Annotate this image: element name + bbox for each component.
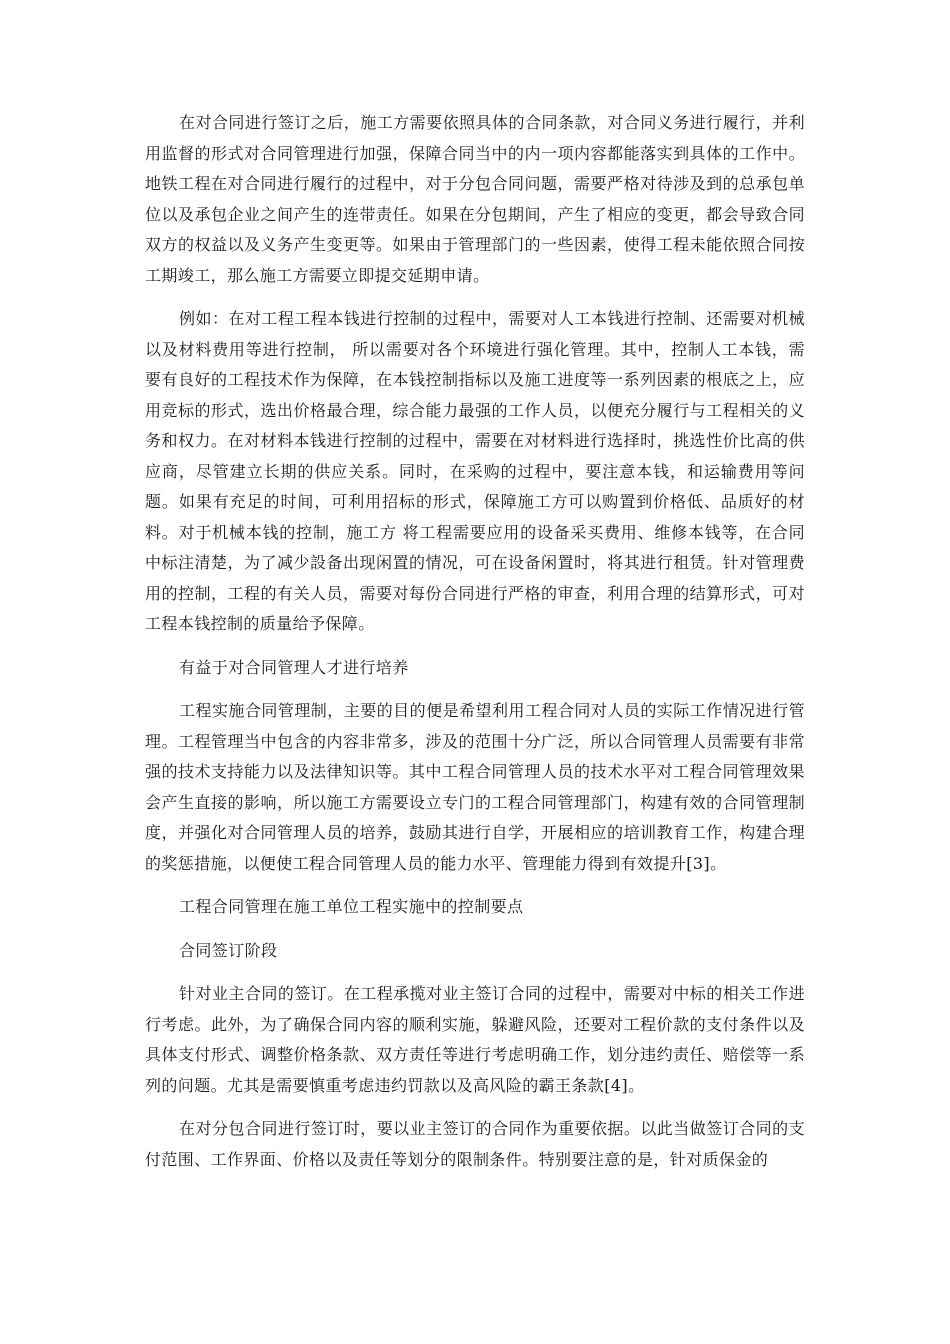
paragraph-subcontract-signing: 在对分包合同进行签订时，要以业主签订的合同作为重要依据。以此当做签订合同的支付范围、工作界面、价格以及责任等划分的限制条件。特别要注意的是，针对质保金的 (145, 1119, 805, 1169)
document-body (145, 108, 805, 1188)
paragraph-contract-performance: 在对合同进行签订之后，施工方需要依照具体的合同条款，对合同义务进行履行，并利用监督的形式对合同管理进行加强，保障合同当中的内一项内容都能落实到具体的工作中。地铁工程在对合同进行履行的过程中，对于分包合同问题，需要严格对待涉及到的总承包单位以及承包企业之间产生的连带责任。如果在分包期间，产生了相应的变更，都会导致合同双方的权益以及义务产生变更等。如果由于管理部门的一些因素，使得工程未能依照合同按工期竣工，那么施工方需要立即提交延期申请。 (145, 113, 805, 285)
paragraph-contract-management-system: 工程实施合同管理制，主要的目的便是希望利用工程合同对人员的实际工作情况进行管理。工程管理当中包含的内容非常多，涉及的范围十分广泛，所以合同管理人员需要有非常强的技术支持能力以及法律知识等。其中工程合同管理人员的技术水平对工程合同管理效果会产生直接的影响，所以施工方需要设立专门的工程合同管理部门，构建有效的合同管理制度，并强化对合同管理人员的培养，鼓励其进行自学，开展相应的培训教育工作，构建合理的奖惩措施，以便使工程合同管理人员的能力水平、管理能力得到有效提升[3]。 (145, 701, 805, 873)
section-heading-control-points: 工程合同管理在施工单位工程实施中的控制要点 (179, 897, 524, 916)
subsection-heading-signing-stage: 合同签订阶段 (179, 940, 278, 960)
paragraph-cost-control-example: 例如：在对工程工程本钱进行控制的过程中，需要对人工本钱进行控制、还需要对机械以及材料费用等进行控制， 所以需要对各个环境进行强化管理。其中，控制人工本钱，需要有良好的工程技术作为保障，在本钱控制指标以及施工进度等一系列因素的根底之上，应用竞标的形式，选出价格最合理，综合能力最强的工作人员，以便充分履行与工程相关的义务和权力。在对材料本钱进行控制的过程中，需要在对材料进行选择时，挑选性价比高的供应商，尽管建立长期的供应关系。同时，在采购的过程中，要注意本钱，和运输费用等问题。如果有充足的时间，可利用招标的形式，保障施工方可以购置到价格低、品质好的材料。对于机械本钱的控制，施工方 将工程需要应用的设备采买费用、维修本钱等，在合同中标注清楚，为了减少設备出现闲置的情况，可在设备闲置时，将其进行租赁。针对管理费用的控制，工程的有关人员，需要对每份合同进行严格的审查，利用合理的结算形式，可对工程本钱控制的质量给予保障。 (145, 309, 805, 633)
section-heading-talent-training: 有益于对合同管理人才进行培养 (179, 657, 409, 677)
paragraph-owner-contract-signing: 针对业主合同的签订。在工程承揽对业主签订合同的过程中，需要对中标的相关工作进行考虑。此外，为了确保合同内容的顺利实施，躲避风险，还要对工程价款的支付条件以及具体支付形式、调整价格条款、双方责任等进行考虑明确工作，划分违约责任、赔偿等一系列的问题。尤其是需要慎重考虑违约罚款以及高风险的霸王条款[4]。 (145, 984, 805, 1095)
